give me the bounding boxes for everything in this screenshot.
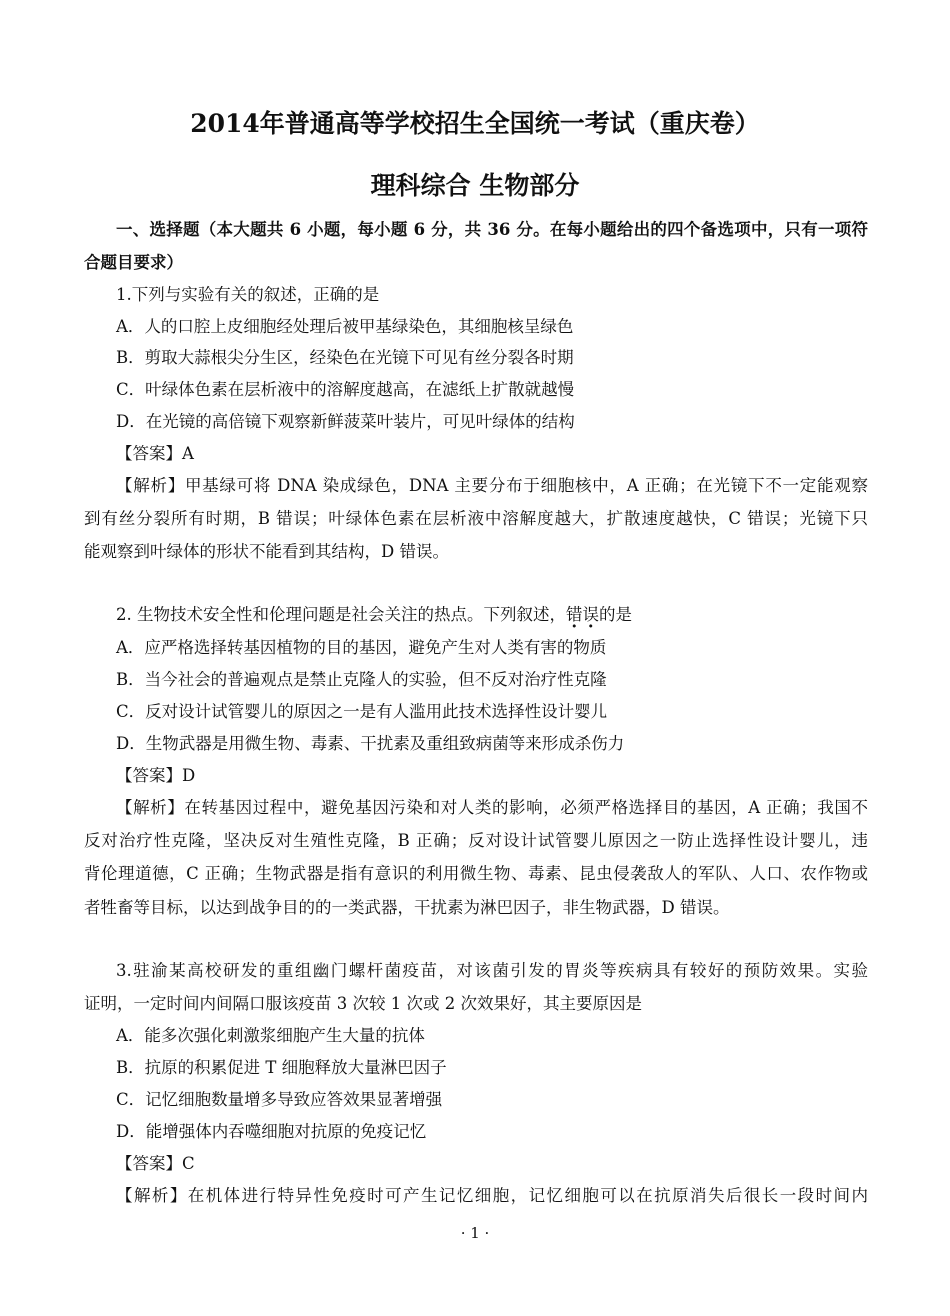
q1-option-b: B．剪取大蒜根尖分生区，经染色在光镜下可见有丝分裂各时期 [116,348,574,367]
q2-stem [116,604,868,626]
q2-explanation-line-2: 反对治疗性克隆，坚决反对生殖性克隆，B 正确；反对设计试管婴儿原因之一防止选择性设计婴儿，违 [84,831,868,850]
q2-option-d: D．生物武器是用微生物、毒素、干扰素及重组致病菌等来形成杀伤力 [116,734,625,753]
q3-answer: 【答案】C [116,1154,195,1173]
q2-explanation-line-4: 者牲畜等目标，以达到战争目的的一类武器，干扰素为淋巴因子，非生物武器，D 错误。 [84,898,730,917]
q3-option-b: B．抗原的积累促进 T 细胞释放大量淋巴因子 [116,1058,447,1077]
q2-explanation-line-1: 【解析】在转基因过程中，避免基因污染和对人类的影响，必须严格选择目的基因，A 正确；我国不 [116,798,868,817]
q2-option-a: A．应严格选择转基因植物的目的基因，避免产生对人类有害的物质 [116,638,607,657]
q3-stem-line-2: 证明，一定时间内间隔口服该疫苗 3 次较 1 次或 2 次效果好，其主要原因是 [84,994,642,1013]
section-heading-line-1: 一、选择题（本大题共 6 小题，每小题 6 分，共 36 分。在每小题给出的四个备选项中，只有一项符 [116,220,868,239]
q2-stem-suffix: 的是 [599,605,632,624]
q1-explanation-line-3: 能观察到叶绿体的形状不能看到其结构，D 错误。 [84,542,449,561]
section-heading-line-2: 合题目要求） [84,253,183,272]
q1-option-a: A．人的口腔上皮细胞经处理后被甲基绿染色，其细胞核呈绿色 [116,317,574,336]
q3-explanation-line-1: 【解析】在机体进行特异性免疫时可产生记忆细胞，记忆细胞可以在抗原消失后很长一段时间内 [116,1186,868,1205]
page-title: 2014年普通高等学校招生全国统一考试（重庆卷） [190,109,760,138]
q1-option-c: C．叶绿体色素在层析液中的溶解度越高，在滤纸上扩散就越慢 [116,380,575,399]
q2-option-b: B．当今社会的普遍观点是禁止克隆人的实验，但不反对治疗性克隆 [116,670,607,689]
page-number: · 1 · [460,1224,490,1242]
q2-option-c: C．反对设计试管婴儿的原因之一是有人滥用此技术选择性设计婴儿 [116,702,608,721]
q3-option-d: D．能增强体内吞噬细胞对抗原的免疫记忆 [116,1122,427,1141]
q1-stem: 1.下列与实验有关的叙述，正确的是 [116,285,380,304]
page-subtitle: 理科综合 生物部分 [370,171,580,200]
q1-explanation-line-1: 【解析】甲基绿可将 DNA 染成绿色，DNA 主要分布于细胞核中，A 正确；在光镜下不一定能观察 [116,476,868,495]
q2-explanation-line-3: 背伦理道德，C 正确；生物武器是指有意识的利用微生物、毒素、昆虫侵袭敌人的军队、人口、农作物或 [84,864,868,883]
q3-option-c: C．记忆细胞数量增多导致应答效果显著增强 [116,1090,443,1109]
q1-option-d: D．在光镜的高倍镜下观察新鲜菠菜叶装片，可见叶绿体的结构 [116,412,575,431]
q3-option-a: A．能多次强化刺激浆细胞产生大量的抗体 [116,1026,425,1045]
q1-answer: 【答案】A [116,444,194,463]
q2-stem-prefix: 2. 生物技术安全性和伦理问题是社会关注的热点。下列叙述， [116,605,566,624]
q2-stem-emphasis-1: 错 [566,605,583,624]
q2-answer: 【答案】D [116,766,196,785]
q1-explanation-line-2: 到有丝分裂所有时期，B 错误；叶绿体色素在层析液中溶解度越大，扩散速度越快，C 错误；光镜下只 [84,509,868,528]
q2-stem-emphasis-2: 误 [582,605,599,624]
q3-stem-line-1: 3.驻渝某高校研发的重组幽门螺杆菌疫苗，对该菌引发的胃炎等疾病具有较好的预防效果。实验 [116,961,868,980]
